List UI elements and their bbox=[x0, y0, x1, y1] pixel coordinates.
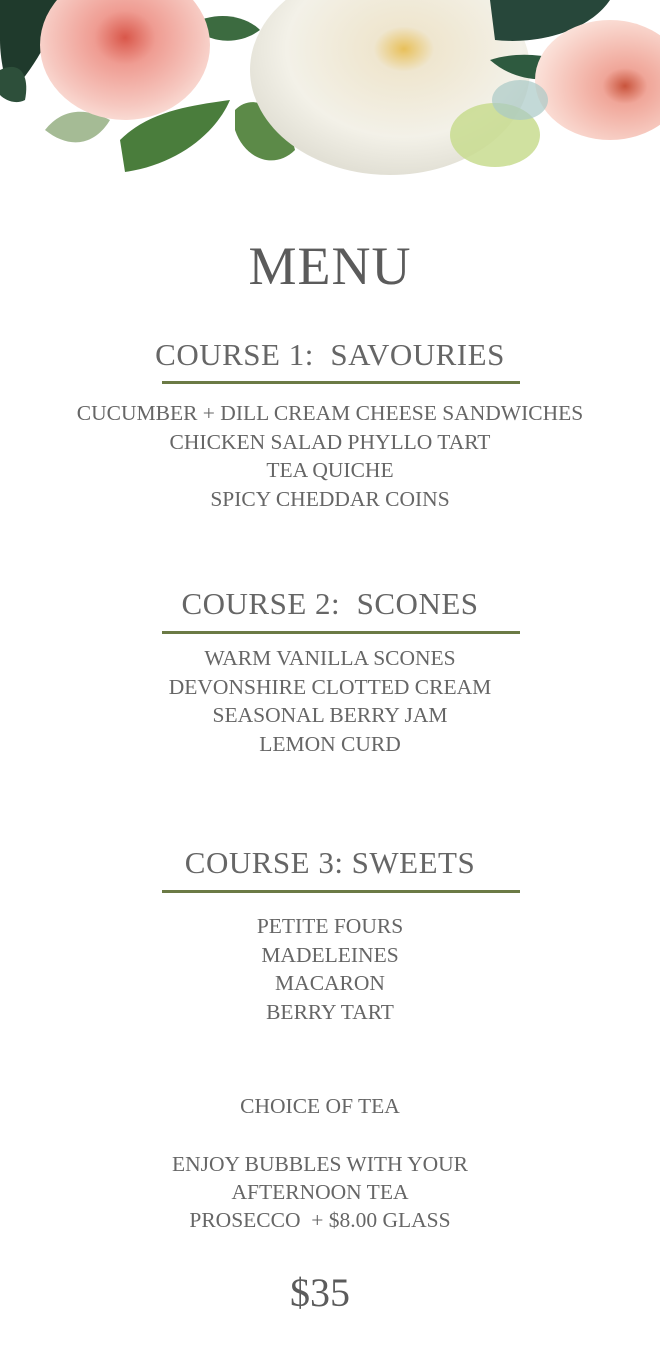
course-2-items bbox=[0, 644, 660, 758]
course-2-title: COURSE 2: SCONES bbox=[181, 586, 479, 621]
menu-item: SEASONAL BERRY JAM bbox=[212, 703, 448, 727]
bubbles-line-1: ENJOY BUBBLES WITH YOUR bbox=[171, 1152, 469, 1176]
menu-item: CHICKEN SALAD PHYLLO TART bbox=[169, 429, 491, 454]
course-3-title: COURSE 3: SWEETS bbox=[184, 845, 476, 880]
course-3-divider bbox=[162, 890, 520, 893]
floral-header-decoration bbox=[0, 0, 660, 190]
bud-shape bbox=[492, 80, 548, 120]
bubbles-line-2: AFTERNOON TEA bbox=[231, 1180, 409, 1204]
tea-choice-note: CHOICE OF TEA bbox=[240, 1094, 400, 1118]
menu-item: MACARON bbox=[275, 971, 385, 995]
menu-item: LEMON CURD bbox=[259, 731, 401, 756]
menu-title: MENU bbox=[248, 236, 412, 296]
menu-item: WARM VANILLA SCONES bbox=[204, 646, 456, 670]
menu-item: DEVONSHIRE CLOTTED CREAM bbox=[168, 674, 492, 699]
bubbles-line-3: PROSECCO + $8.00 GLASS bbox=[189, 1208, 451, 1232]
course-2-divider bbox=[162, 631, 520, 634]
menu-item: PETITE FOURS bbox=[256, 914, 404, 938]
menu-price: $35 bbox=[290, 1270, 350, 1315]
rose-shape bbox=[535, 20, 660, 140]
course-1-items bbox=[0, 399, 660, 513]
course-3-items bbox=[0, 912, 660, 1026]
menu-item: TEA QUICHE bbox=[266, 458, 394, 482]
menu-item: MADELEINES bbox=[261, 942, 399, 967]
menu-item: CUCUMBER + DILL CREAM CHEESE SANDWICHES bbox=[76, 401, 584, 425]
course-1-title: COURSE 1: SAVOURIES bbox=[155, 337, 505, 372]
rose-shape bbox=[40, 0, 210, 120]
menu-item: BERRY TART bbox=[266, 999, 394, 1024]
menu-item: SPICY CHEDDAR COINS bbox=[210, 486, 450, 511]
course-1-divider bbox=[162, 381, 520, 384]
